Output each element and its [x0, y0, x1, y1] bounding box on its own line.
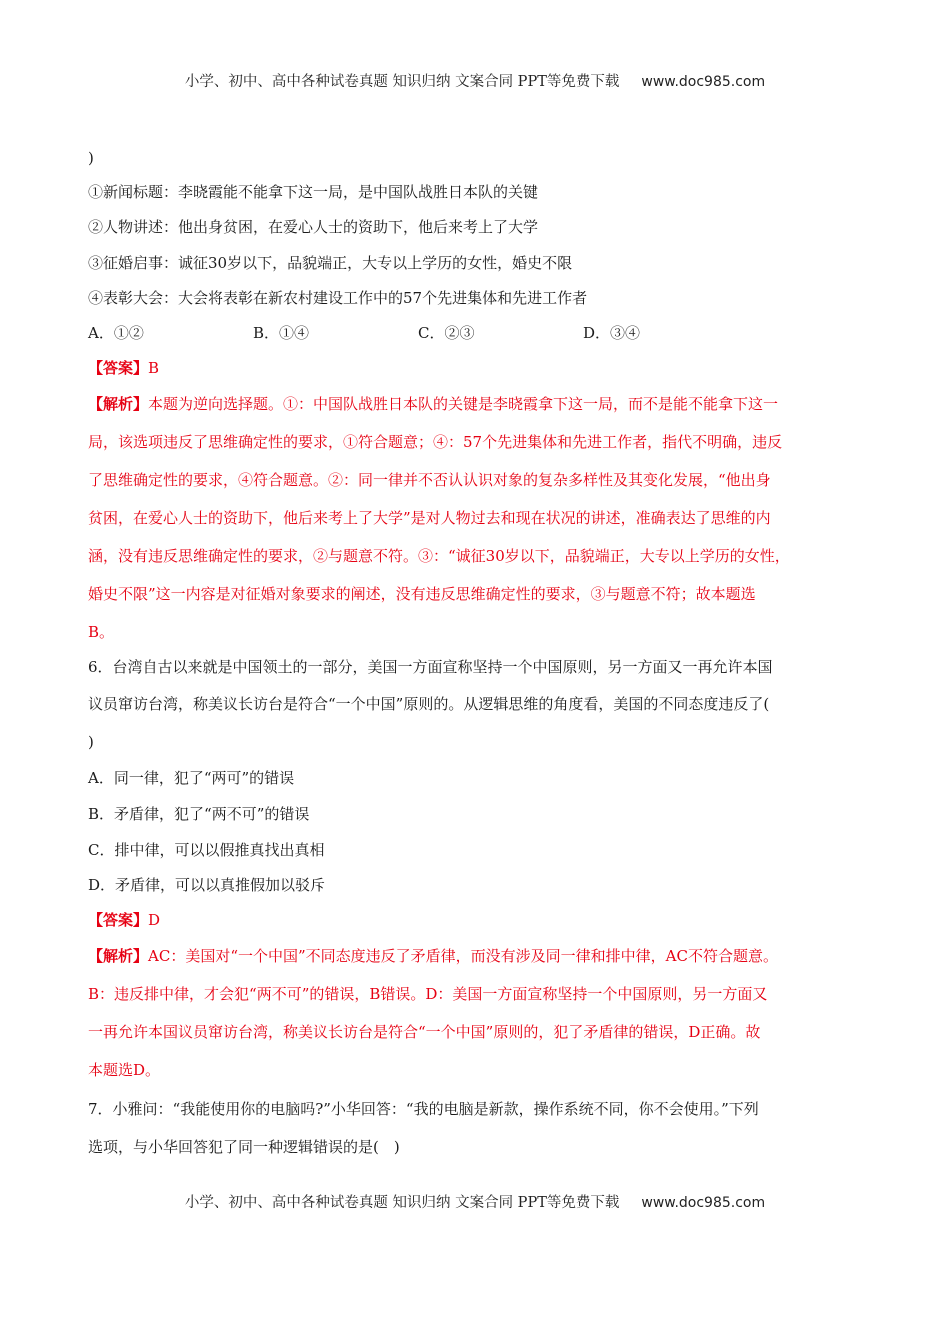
q7-stem-line-1: 7．小雅问：“我能使用你的电脑吗?”小华回答：“我的电脑是新款，操作系统不同，你不会使用。”下列	[88, 1100, 759, 1118]
q6-stem-line-2: 议员窜访台湾，称美议长访台是符合“一个中国”原则的。从逻辑思维的角度看，美国的不同态度违反了(	[88, 695, 770, 713]
q5-analysis-line-5: 涵，没有违反思维确定性的要求，②与题意不符。③：“诚征30岁以下，品貌端正，大专以上学历的女性，	[88, 547, 790, 565]
q6-answer-label: 【答案】	[88, 911, 149, 929]
q6-stem-line-1: 6．台湾自古以来就是中国领土的一部分，美国一方面宣称坚持一个中国原则，另一方面又一再允许本国	[88, 658, 773, 676]
q5-answer-value: B	[148, 359, 160, 377]
q5-analysis-line-6: 婚史不限”这一内容是对征婚对象要求的阐述，没有违反思维确定性的要求，③与题意不符；故本题选	[88, 585, 756, 603]
q5-option-a: A．①②	[88, 324, 144, 342]
q5-analysis-line-1: 【解析】本题为逆向选择题。①：中国队战胜日本队的关键是李晓霞拿下这一局，而不是能不能拿下这一	[88, 395, 779, 413]
q5-analysis	[88, 385, 868, 651]
q5-item-4: ④表彰大会：大会将表彰在新农村建设工作中的57个先进集体和先进工作者	[88, 289, 588, 307]
q7-stem-line-2: 选项，与小华回答犯了同一种逻辑错误的是( )	[88, 1138, 400, 1156]
header-text: 小学、初中、高中各种试卷真题 知识归纳 文案合同 PPT等免费下载	[184, 74, 620, 90]
footer-text: 小学、初中、高中各种试卷真题 知识归纳 文案合同 PPT等免费下载	[184, 1195, 620, 1211]
q6-answer-value: D	[148, 911, 161, 929]
q5-option-b: B．①④	[253, 324, 310, 342]
q5-option-c: C．②③	[418, 324, 475, 342]
q6-analysis-line-4: 本题选D。	[88, 1061, 161, 1079]
page-footer	[0, 1191, 950, 1212]
q6-option-d: D．矛盾律，可以以真推假加以驳斥	[88, 876, 326, 894]
q5-paren-close: )	[88, 149, 94, 167]
q5-analysis-line-3: 了思维确定性的要求，④符合题意。②：同一律并不否认认识对象的复杂多样性及其变化发展，“他出身	[88, 471, 771, 489]
q5-analysis-line-4: 贫困，在爱心人士的资助下，他后来考上了大学”是对人物过去和现在状况的讲述，准确表达了思维的内	[88, 509, 771, 527]
q6-option-c: C．排中律，可以以假推真找出真相	[88, 841, 325, 859]
q6-analysis	[88, 937, 868, 1089]
q5-option-d: D．③④	[583, 324, 641, 342]
q6-answer	[88, 910, 160, 930]
q5-analysis-line-7: B。	[88, 623, 115, 641]
q5-answer-label: 【答案】	[88, 359, 149, 377]
q7-stem	[88, 1090, 868, 1166]
q5-analysis-line-2: 局，该选项违反了思维确定性的要求，①符合题意；④：57个先进集体和先进工作者，指代不明确，违反	[88, 433, 783, 451]
q6-option-a: A．同一律，犯了“两可”的错误	[88, 769, 295, 787]
q5-item-1: ①新闻标题：李晓霞能不能拿下这一局，是中国队战胜日本队的关键	[88, 183, 539, 201]
q5-analysis-label: 【解析】	[88, 395, 149, 413]
footer-url[interactable]: www.doc985.com	[641, 1195, 766, 1211]
q6-option-b: B．矛盾律，犯了“两不可”的错误	[88, 805, 310, 823]
q6-analysis-line-3: 一再允许本国议员窜访台湾，称美议长访台是符合“一个中国”原则的，犯了矛盾律的错误，D正确。故	[88, 1023, 761, 1041]
q6-stem-line-3: )	[88, 733, 94, 751]
q6-analysis-line-1: 【解析】AC：美国对“一个中国”不同态度违反了矛盾律，而没有涉及同一律和排中律，AC不符合题意。	[88, 947, 778, 965]
page-header	[0, 70, 950, 91]
header-url[interactable]: www.doc985.com	[641, 74, 766, 90]
q5-item-2: ②人物讲述：他出身贫困，在爱心人士的资助下，他后来考上了大学	[88, 218, 539, 236]
q5-item-3: ③征婚启事：诚征30岁以下，品貌端正，大专以上学历的女性，婚史不限	[88, 254, 573, 272]
q5-options	[88, 323, 868, 343]
q6-analysis-label: 【解析】	[88, 947, 149, 965]
q5-answer	[88, 358, 159, 378]
q6-analysis-line-2: B：违反排中律，才会犯“两不可”的错误，B错误。D：美国一方面宣称坚持一个中国原则，另一方面又	[88, 985, 768, 1003]
